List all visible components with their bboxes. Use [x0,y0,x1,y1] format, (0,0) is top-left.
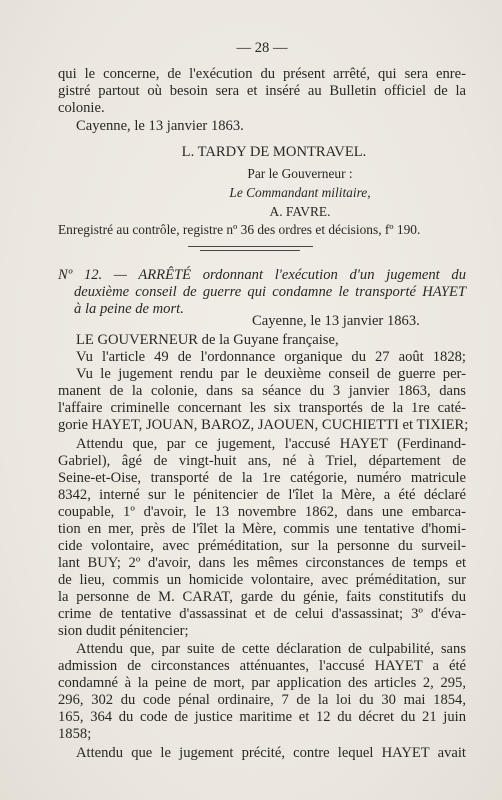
text-line: de lieu, commis un homicide volontaire, avec préméditation, sur [58,572,466,588]
text-line: Seine-et-Oise, transporté de la 1re catégorie, numéro matricule [58,470,466,486]
text-line: cide volontaire, avec préméditation, sur la personne du surveil- [58,538,466,554]
decree-title: à la peine de mort. [74,301,184,317]
text-line: colonie. [58,100,105,116]
text-line: Attendu que, par suite de cette déclaration de culpabilité, sans [76,641,466,657]
signature-name: L. TARDY DE MONTRAVEL. [181,144,367,160]
text-line: tion en mer, près de l'îlet la Mère, commis une tentative d'homi- [58,521,466,537]
text-line: 296, 302 du code pénal ordinaire, 7 de la loi du 30 mai 1854, [58,692,466,708]
date-line: Cayenne, le 13 janvier 1863. [252,313,420,329]
divider-rule [188,246,313,247]
text-line: l'affaire criminelle concernant les six transportés de la 1re caté- [58,400,466,416]
text-line: Gabriel), âgé de vingt-huit ans, né à Triel, département de [58,453,466,469]
page-number: — 28 — [236,40,288,56]
text-line: Vu le jugement rendu par le deuxième conseil de guerre per- [76,366,466,382]
text-line: Attendu que le jugement précité, contre lequel HAYET avait [76,745,466,761]
text-line: gorie HAYET, JOUAN, BAROZ, JAOUEN, CUCHIETTI et TIXIER; [58,417,469,433]
decree-title: Nº 12. — ARRÊTÉ ordonnant l'exécution d'un jugement du [58,267,466,283]
registration-note: Enregistré au contrôle, registre nº 36 des ordres et décisions, fº 190. [58,222,421,237]
signature-role: Le Commandant militaire, [229,185,371,200]
signature-role: Par le Gouverneur : [247,166,353,181]
text-line: admission de circonstances atténuantes, l'accusé HAYET a été [58,658,466,674]
text-line: manent de la colonie, dans sa séance du 3 janvier 1863, dans [58,383,466,399]
divider-rule [200,250,300,251]
text-line: sion dudit pénitencier; [58,623,189,639]
text-line: 1858; [58,726,92,742]
text-line: 165, 364 du code de justice maritime et 12 du décret du 21 juin [58,709,466,725]
text-line: qui le concerne, de l'exécution du présent arrêté, qui sera enre- [58,66,466,82]
date-line: Cayenne, le 13 janvier 1863. [76,118,244,134]
text-line: 8342, interné sur le pénitencier de l'îlet la Mère, a été déclaré [58,487,466,503]
text-line: coupable, 1º d'avoir, le 13 novembre 1862, dans une embarca- [58,504,466,520]
text-line: Attendu que, par ce jugement, l'accusé HAYET (Ferdinand- [76,436,466,452]
text-line: gistré partout où besoin sera et inséré au Bulletin officiel de la [58,83,466,99]
text-line: Vu l'article 49 de l'ordonnance organique du 27 août 1828; [76,349,466,365]
text-line: LE GOUVERNEUR de la Guyane française, [76,332,339,348]
decree-title: deuxième conseil de guerre qui condamne le transporté HAYET [74,284,466,300]
text-line: crime de tentative d'assassinat et de celui d'assassinat; 3º d'éva- [58,606,466,622]
text-line: la personne de M. CARAT, garde du génie, faits constitutifs du [58,589,466,605]
text-line: condamné à la peine de mort, par application des articles 2, 295, [58,675,466,691]
text-line: lant BUY; 2º d'avoir, dans les mêmes circonstances de temps et [58,555,466,571]
signature-name: A. FAVRE. [269,204,331,219]
